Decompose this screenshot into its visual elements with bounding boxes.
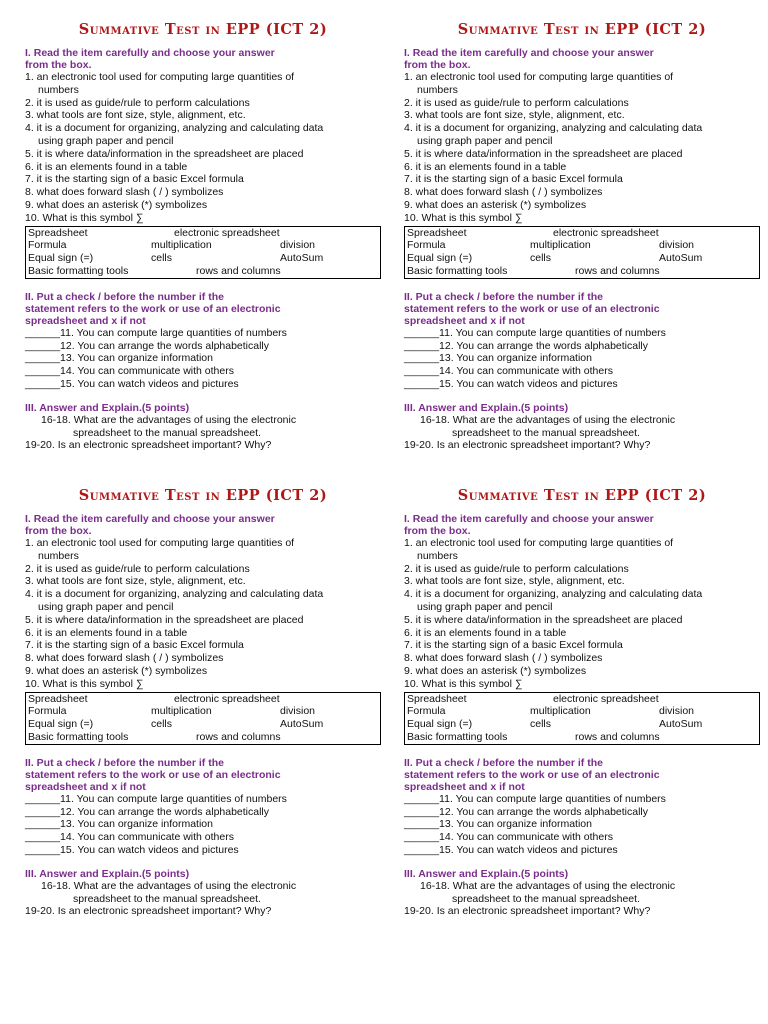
- choice-electronic-spreadsheet: electronic spreadsheet: [553, 692, 659, 705]
- answer-choices-box: [25, 692, 381, 745]
- choice-division: division: [659, 705, 695, 718]
- question-16-18-cont: spreadsheet to the manual spreadsheet.: [73, 426, 261, 439]
- item-1: 1. an electronic tool used for computing large quantities of: [404, 537, 674, 549]
- choice-row: [28, 227, 378, 240]
- choice-row: [28, 265, 378, 278]
- item-3: 3. what tools are font size, style, alignment, etc.: [25, 109, 246, 122]
- item-13: ______13. You can organize information: [404, 818, 592, 831]
- choice-row: [28, 693, 378, 706]
- choice-row: [407, 731, 757, 744]
- part1-heading-cont: from the box.: [404, 59, 471, 71]
- question-19-20: 19-20. Is an electronic spreadsheet important? Why?: [404, 439, 651, 452]
- choice-autosum: AutoSum: [280, 252, 324, 265]
- choice-row: [407, 265, 757, 278]
- item-13: ______13. You can organize information: [25, 818, 213, 831]
- part1-heading-cont: from the box.: [404, 525, 471, 537]
- item-11: ______11. You can compute large quantities of numbers: [404, 326, 666, 339]
- choice-row: [407, 693, 757, 706]
- item-5: 5. it is where data/information in the spreadsheet are placed: [404, 613, 683, 626]
- item-14: ______14. You can communicate with others: [25, 831, 234, 844]
- part1-heading: I. Read the item carefully and choose your answer: [404, 47, 654, 59]
- item-10: 10. What is this symbol ∑: [404, 677, 523, 690]
- item-2: 2. it is used as guide/rule to perform calculations: [25, 562, 250, 575]
- item-12: ______12. You can arrange the words alphabetically: [25, 805, 270, 818]
- item-15: ______15. You can watch videos and pictures: [25, 843, 239, 856]
- item-2: 2. it is used as guide/rule to perform calculations: [25, 96, 250, 109]
- item-3: 3. what tools are font size, style, alignment, etc.: [404, 575, 625, 588]
- choice-rows-columns: rows and columns: [196, 264, 281, 277]
- part3-heading: III. Answer and Explain.(5 points): [25, 867, 190, 880]
- item-7: 7. it is the starting sign of a basic Excel formula: [25, 173, 244, 186]
- question-19-20: 19-20. Is an electronic spreadsheet important? Why?: [25, 905, 272, 918]
- choice-row: [28, 705, 378, 718]
- part2-heading-cont: statement refers to the work or use of an electronic: [25, 768, 281, 781]
- item-10: 10. What is this symbol ∑: [25, 211, 144, 224]
- choice-row: [407, 227, 757, 240]
- item-8: 8. what does forward slash ( / ) symbolizes: [25, 652, 224, 665]
- choice-division: division: [280, 239, 316, 252]
- choice-row: [407, 252, 757, 265]
- test-title: Summative Test in EPP (ICT 2): [457, 487, 707, 504]
- question-19-20: 19-20. Is an electronic spreadsheet important? Why?: [25, 439, 272, 452]
- choice-rows-columns: rows and columns: [196, 730, 281, 743]
- choice-rows-columns: rows and columns: [575, 264, 660, 277]
- choice-equal-sign: Equal sign (=): [28, 718, 94, 731]
- choice-row: [28, 239, 378, 252]
- test-title: Summative Test in EPP (ICT 2): [78, 21, 328, 38]
- part2-heading: II. Put a check / before the number if the: [404, 290, 603, 303]
- choice-formula: Formula: [407, 239, 446, 252]
- item-2: 2. it is used as guide/rule to perform calculations: [404, 562, 629, 575]
- question-16-18: 16-18. What are the advantages of using the electronic: [41, 413, 297, 426]
- choice-row: [407, 705, 757, 718]
- item-10: 10. What is this symbol ∑: [25, 677, 144, 690]
- item-1: 1. an electronic tool used for computing large quantities of: [404, 71, 674, 83]
- choice-basic-formatting: Basic formatting tools: [407, 730, 508, 743]
- choice-electronic-spreadsheet: electronic spreadsheet: [174, 226, 280, 239]
- item-6: 6. it is an elements found in a table: [25, 626, 188, 639]
- part1-heading-cont: from the box.: [25, 59, 92, 71]
- item-5: 5. it is where data/information in the spreadsheet are placed: [404, 147, 683, 160]
- choice-equal-sign: Equal sign (=): [28, 252, 94, 265]
- item-4: 4. it is a document for organizing, analyzing and calculating data: [25, 122, 324, 135]
- choice-row: [407, 239, 757, 252]
- question-16-18-cont: spreadsheet to the manual spreadsheet.: [73, 892, 261, 905]
- choice-cells: cells: [151, 252, 173, 265]
- choice-electronic-spreadsheet: electronic spreadsheet: [174, 692, 280, 705]
- test-copy-bottom-left: [25, 486, 381, 918]
- choice-equal-sign: Equal sign (=): [407, 252, 473, 265]
- item-8: 8. what does forward slash ( / ) symbolizes: [404, 186, 603, 199]
- item-9: 9. what does an asterisk (*) symbolizes: [25, 664, 208, 677]
- test-title: Summative Test in EPP (ICT 2): [457, 21, 707, 38]
- question-16-18: 16-18. What are the advantages of using the electronic: [420, 879, 676, 892]
- question-16-18-cont: spreadsheet to the manual spreadsheet.: [452, 892, 640, 905]
- answer-choices-box: [25, 226, 381, 279]
- item-4-cont: using graph paper and pencil: [417, 134, 553, 147]
- choice-basic-formatting: Basic formatting tools: [28, 730, 129, 743]
- item-11: ______11. You can compute large quantities of numbers: [25, 326, 287, 339]
- item-2: 2. it is used as guide/rule to perform calculations: [404, 96, 629, 109]
- choice-spreadsheet: Spreadsheet: [407, 692, 467, 705]
- part2-heading: II. Put a check / before the number if the: [25, 756, 224, 769]
- part2-heading-cont: spreadsheet and x if not: [404, 780, 525, 793]
- part1-heading-cont: from the box.: [25, 525, 92, 537]
- choice-autosum: AutoSum: [659, 718, 703, 731]
- choice-formula: Formula: [28, 239, 67, 252]
- item-8: 8. what does forward slash ( / ) symbolizes: [404, 652, 603, 665]
- item-14: ______14. You can communicate with others: [25, 365, 234, 378]
- item-7: 7. it is the starting sign of a basic Excel formula: [25, 639, 244, 652]
- choice-multiplication: multiplication: [151, 239, 212, 252]
- item-15: ______15. You can watch videos and pictures: [404, 377, 618, 390]
- item-9: 9. what does an asterisk (*) symbolizes: [25, 198, 208, 211]
- item-11: ______11. You can compute large quantities of numbers: [404, 792, 666, 805]
- test-copy-bottom-right: [404, 486, 760, 918]
- choice-formula: Formula: [407, 705, 446, 718]
- part3-heading: III. Answer and Explain.(5 points): [404, 401, 569, 414]
- choice-row: [28, 718, 378, 731]
- choice-equal-sign: Equal sign (=): [407, 718, 473, 731]
- item-9: 9. what does an asterisk (*) symbolizes: [404, 198, 587, 211]
- item-4-cont: using graph paper and pencil: [417, 600, 553, 613]
- item-4: 4. it is a document for organizing, analyzing and calculating data: [25, 588, 324, 601]
- item-1-cont: numbers: [38, 549, 79, 562]
- choice-autosum: AutoSum: [659, 252, 703, 265]
- choice-row: [407, 718, 757, 731]
- answer-choices-box: [404, 692, 760, 745]
- item-1-cont: numbers: [417, 549, 458, 562]
- item-5: 5. it is where data/information in the spreadsheet are placed: [25, 613, 304, 626]
- test-title: Summative Test in EPP (ICT 2): [78, 487, 328, 504]
- item-7: 7. it is the starting sign of a basic Excel formula: [404, 173, 623, 186]
- item-15: ______15. You can watch videos and pictures: [25, 377, 239, 390]
- part2-heading-cont: statement refers to the work or use of an electronic: [25, 302, 281, 315]
- test-copy-top-left: [25, 20, 381, 452]
- part1-heading: I. Read the item carefully and choose your answer: [404, 513, 654, 525]
- test-copy-top-right: [404, 20, 760, 452]
- part2-heading-cont: spreadsheet and x if not: [25, 314, 146, 327]
- item-5: 5. it is where data/information in the spreadsheet are placed: [25, 147, 304, 160]
- item-4: 4. it is a document for organizing, analyzing and calculating data: [404, 122, 703, 135]
- question-16-18: 16-18. What are the advantages of using the electronic: [420, 413, 676, 426]
- item-7: 7. it is the starting sign of a basic Excel formula: [404, 639, 623, 652]
- choice-electronic-spreadsheet: electronic spreadsheet: [553, 226, 659, 239]
- item-12: ______12. You can arrange the words alphabetically: [404, 339, 649, 352]
- choice-rows-columns: rows and columns: [575, 730, 660, 743]
- item-15: ______15. You can watch videos and pictures: [404, 843, 618, 856]
- item-3: 3. what tools are font size, style, alignment, etc.: [404, 109, 625, 122]
- choice-division: division: [659, 239, 695, 252]
- item-6: 6. it is an elements found in a table: [25, 160, 188, 173]
- item-12: ______12. You can arrange the words alphabetically: [404, 805, 649, 818]
- question-16-18: 16-18. What are the advantages of using the electronic: [41, 879, 297, 892]
- item-10: 10. What is this symbol ∑: [404, 211, 523, 224]
- item-8: 8. what does forward slash ( / ) symbolizes: [25, 186, 224, 199]
- item-12: ______12. You can arrange the words alphabetically: [25, 339, 270, 352]
- question-16-18-cont: spreadsheet to the manual spreadsheet.: [452, 426, 640, 439]
- choice-basic-formatting: Basic formatting tools: [28, 264, 129, 277]
- choice-autosum: AutoSum: [280, 718, 324, 731]
- choice-multiplication: multiplication: [530, 705, 591, 718]
- answer-choices-box: [404, 226, 760, 279]
- choice-cells: cells: [530, 252, 552, 265]
- item-4: 4. it is a document for organizing, analyzing and calculating data: [404, 588, 703, 601]
- question-19-20: 19-20. Is an electronic spreadsheet important? Why?: [404, 905, 651, 918]
- item-13: ______13. You can organize information: [404, 352, 592, 365]
- choice-basic-formatting: Basic formatting tools: [407, 264, 508, 277]
- item-1: 1. an electronic tool used for computing large quantities of: [25, 71, 295, 83]
- choice-division: division: [280, 705, 316, 718]
- part2-heading-cont: spreadsheet and x if not: [25, 780, 146, 793]
- choice-multiplication: multiplication: [151, 705, 212, 718]
- choice-spreadsheet: Spreadsheet: [407, 226, 467, 239]
- item-1: 1. an electronic tool used for computing large quantities of: [25, 537, 295, 549]
- choice-spreadsheet: Spreadsheet: [28, 692, 88, 705]
- part1-heading: I. Read the item carefully and choose your answer: [25, 47, 275, 59]
- choice-row: [28, 252, 378, 265]
- part3-heading: III. Answer and Explain.(5 points): [25, 401, 190, 414]
- part2-heading-cont: spreadsheet and x if not: [404, 314, 525, 327]
- item-14: ______14. You can communicate with others: [404, 365, 613, 378]
- part3-heading: III. Answer and Explain.(5 points): [404, 867, 569, 880]
- part2-heading-cont: statement refers to the work or use of an electronic: [404, 302, 660, 315]
- choice-cells: cells: [530, 718, 552, 731]
- item-11: ______11. You can compute large quantities of numbers: [25, 792, 287, 805]
- part2-heading: II. Put a check / before the number if the: [404, 756, 603, 769]
- item-9: 9. what does an asterisk (*) symbolizes: [404, 664, 587, 677]
- item-6: 6. it is an elements found in a table: [404, 626, 567, 639]
- item-1-cont: numbers: [38, 83, 79, 96]
- choice-cells: cells: [151, 718, 173, 731]
- choice-row: [28, 731, 378, 744]
- part2-heading-cont: statement refers to the work or use of an electronic: [404, 768, 660, 781]
- choice-multiplication: multiplication: [530, 239, 591, 252]
- part1-heading: I. Read the item carefully and choose your answer: [25, 513, 275, 525]
- item-3: 3. what tools are font size, style, alignment, etc.: [25, 575, 246, 588]
- choice-spreadsheet: Spreadsheet: [28, 226, 88, 239]
- item-1-cont: numbers: [417, 83, 458, 96]
- item-4-cont: using graph paper and pencil: [38, 134, 174, 147]
- item-13: ______13. You can organize information: [25, 352, 213, 365]
- item-14: ______14. You can communicate with others: [404, 831, 613, 844]
- part2-heading: II. Put a check / before the number if the: [25, 290, 224, 303]
- item-6: 6. it is an elements found in a table: [404, 160, 567, 173]
- choice-formula: Formula: [28, 705, 67, 718]
- item-4-cont: using graph paper and pencil: [38, 600, 174, 613]
